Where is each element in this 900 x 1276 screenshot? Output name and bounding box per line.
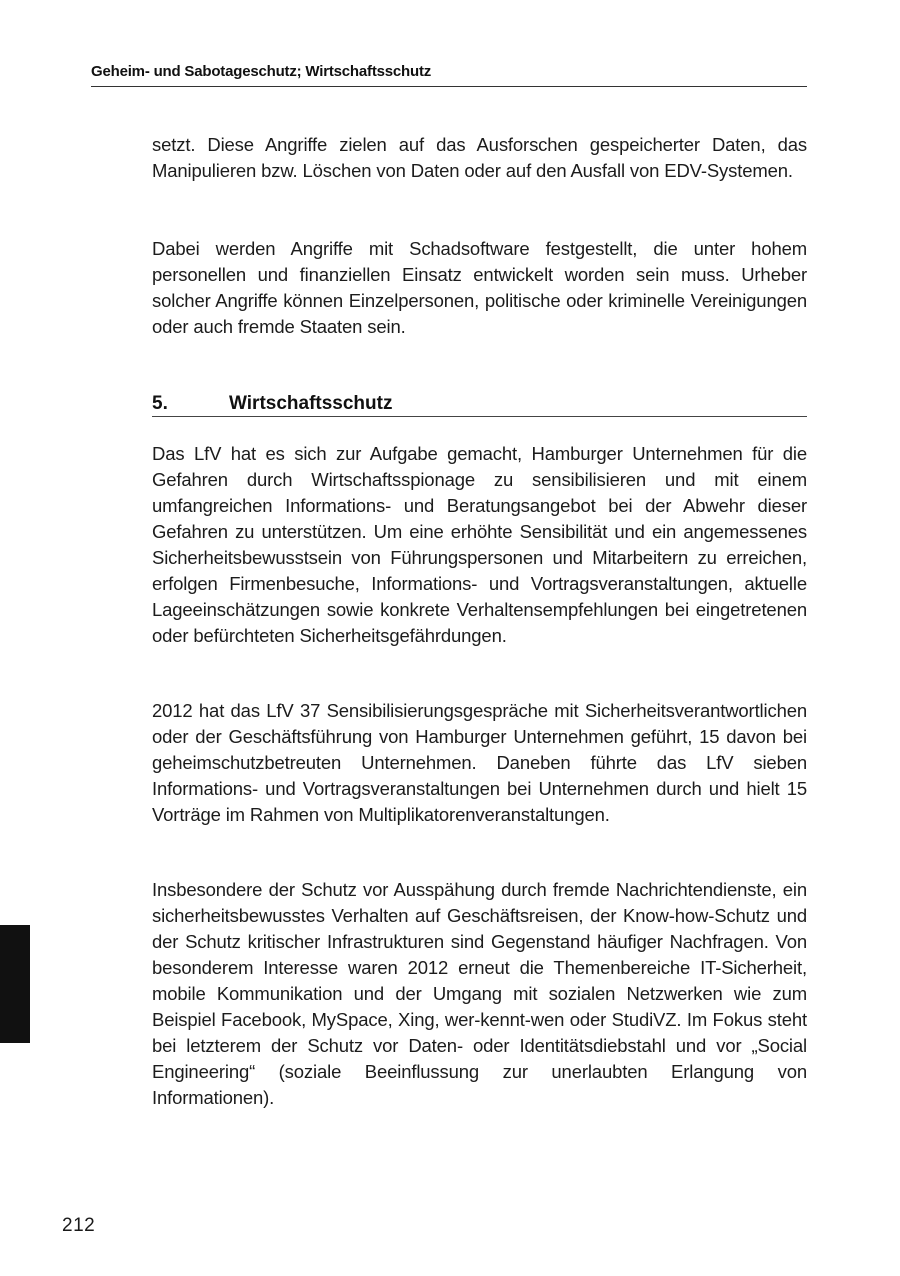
section-title: Wirtschaftsschutz — [229, 393, 393, 414]
paragraph: 2012 hat das LfV 37 Sensibilisierungsgespräche mit Sicherheitsverantwortlichen oder der Geschäftsführung von Hamburger Unternehmen geführt, 15 davon bei geheimschutzbetreuten Unternehmen. Daneben führte das LfV sieben Informations- und Vortragsveranstaltungen bei Unternehmen durch und hielt 15 Vorträge im Rahmen von Multiplikatorenveranstaltungen. — [152, 700, 807, 825]
paragraph-top-2-block — [152, 236, 807, 340]
page-number: 212 — [62, 1215, 96, 1236]
paragraph-top-1-block — [152, 132, 807, 184]
paragraph-section-1-block — [152, 441, 807, 649]
paragraph: Insbesondere der Schutz vor Ausspähung durch fremde Nachrichtendienste, ein sicherheitsbewusstes Verhalten auf Geschäftsreisen, der Know-how-Schutz und der Schutz kritischer Infrastrukturen sind Gegenstand häufiger Nachfragen. Von besonderem Interesse waren 2012 erneut die Themenbereiche IT-Sicherheit, mobile Kommunikation und der Umgang mit sozialen Netzwerken wie zum Beispiel Facebook, MySpace, Xing, wer-kennt-wen oder StudiVZ. Im Fokus steht bei letzterem der Schutz vor Daten- oder Identitätsdiebstahl und vor „Social Engineering“ (soziale Beeinflussung zur unerlaubten Erlangung von Informationen). — [152, 879, 807, 1108]
running-header-title: Geheim- und Sabotageschutz; Wirtschaftsschutz — [91, 63, 432, 80]
section-heading — [152, 392, 807, 417]
paragraph: Das LfV hat es sich zur Aufgabe gemacht, Hamburger Unternehmen für die Gefahren durch Wirtschaftsspionage zu sensibilisieren und mit einem umfangreichen Informations- und Beratungsangebot bei der Abwehr dieser Gefahren zu unterstützen. Um eine erhöhte Sensibilität und ein angemessenes Sicherheitsbewusstsein von Führungspersonen und Mitarbeitern zu erreichen, erfolgen Firmenbesuche, Informations- und Vortragsveranstaltungen, aktuelle Lageeinschätzungen sowie konkrete Verhaltensempfehlungen bei eingetretenen oder befürchteten Sicherheitsgefährdungen. — [152, 443, 807, 646]
paragraph: Dabei werden Angriffe mit Schadsoftware festgestellt, die unter hohem personellen und finanziellen Einsatz entwickelt worden sein muss. Urheber solcher Angriffe können Einzelpersonen, politische oder kriminelle Vereinigungen oder auch fremde Staaten sein. — [152, 238, 807, 337]
chapter-thumb-tab — [0, 925, 30, 1043]
paragraph-section-3-block — [152, 877, 807, 1111]
section-number: 5. — [152, 393, 168, 414]
paragraph-section-2-block — [152, 698, 807, 828]
running-header — [91, 62, 807, 87]
paragraph: setzt. Diese Angriffe zielen auf das Ausforschen gespeicherter Daten, das Manipulieren bzw. Löschen von Daten oder auf den Ausfall von EDV-Systemen. — [152, 134, 807, 181]
